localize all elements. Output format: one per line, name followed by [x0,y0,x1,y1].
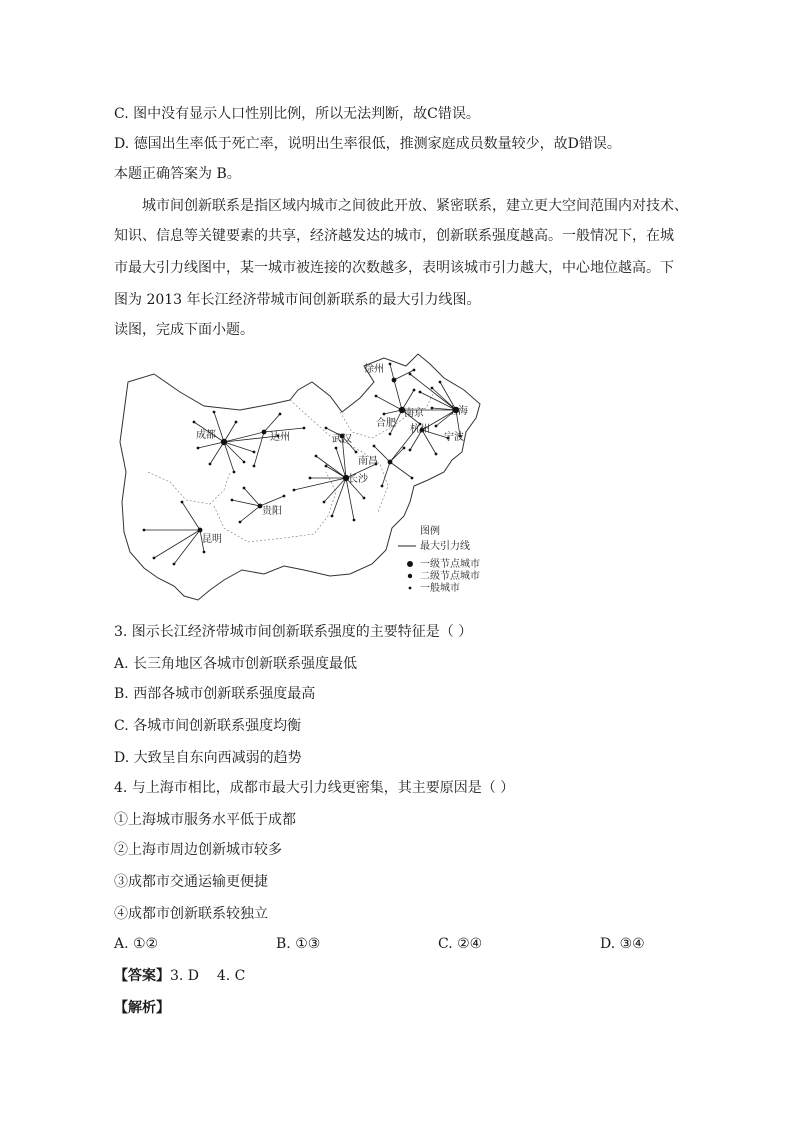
city-label-dazhou: 达州 [270,432,290,443]
intro-paragraph-line-3: 市最大引力线图中，某一城市被连接的次数越多，表明该城市引力越大，中心地位越高。下 [114,260,674,276]
question-3-option-a: A. 长三角地区各城市创新联系强度最低 [114,656,358,672]
option-c-explanation: C. 图中没有显示人口性别比例，所以无法判断，故C错误。 [114,106,480,122]
intro-paragraph-line-2: 知识、信息等关键要素的共享，经济越发达的城市，创新联系强度越高。一般情况下，在城 [114,228,674,244]
city-label-nanjing: 南京 [404,408,424,419]
city-label-shanghai: 上海 [448,406,468,417]
city-dot-kunming [198,528,203,533]
city-label-ningbo: 宁波 [444,432,464,443]
city-dot-chengdu [221,439,227,445]
intro-paragraph-line-4: 图为 2013 年长江经济带城市间创新联系的最大引力线图。 [114,292,481,308]
question-4-item-3: ③成都市交通运输更便捷 [114,874,268,890]
analysis-label: 【解析】 [114,1000,170,1016]
boundary-line [148,472,230,504]
previous-answer: 本题正确答案为 B。 [114,166,241,182]
question-4-option-c: C. ②④ [438,936,483,952]
gravity-lines-kunming [144,502,204,564]
question-3-option-c: C. 各城市间创新联系强度均衡 [114,718,302,734]
second-level-cities [198,378,425,533]
answer-label: 【答案】 [114,968,170,984]
question-3-stem: 3. 图示长江经济带城市间创新联系强度的主要特征是（ ） [114,624,473,640]
legend-first-level-label: 一级节点城市 [420,559,480,570]
question-4-option-a: A. ①② [114,936,159,952]
question-4-item-2: ②上海市周边创新城市较多 [114,842,282,858]
city-label-xuzhou: 徐州 [364,364,384,375]
legend-general-dot [409,587,412,590]
legend-title: 图例 [420,526,440,537]
question-3-option-d: D. 大致呈自东向西减弱的趋势 [114,750,302,766]
question-4-option-d: D. ③④ [600,936,645,952]
city-label-guiyang: 贵阳 [262,506,282,517]
legend-general-label: 一般城市 [420,583,460,594]
question-4-item-1: ①上海城市服务水平低于成都 [114,812,296,828]
general-cities [143,363,462,566]
city-label-kunming: 昆明 [202,534,222,545]
gravity-line-map [114,352,504,602]
question-3-option-b: B. 西部各城市创新联系强度最高 [114,686,316,702]
city-label-wuhan: 武汉 [332,434,352,445]
city-label-hangzhou: 杭州 [410,424,430,435]
question-4-option-b: B. ①③ [276,936,321,952]
legend-line-label: 最大引力线 [420,541,470,552]
read-prompt: 读图，完成下面小题。 [114,322,254,338]
city-label-nanchang: 南昌 [358,456,378,467]
city-label-changsha: 长沙 [348,474,368,485]
city-label-chengdu: 成都 [196,430,216,441]
city-dot-dazhou [262,430,267,435]
map-legend [398,524,480,594]
legend-first-level-dot [407,561,413,567]
city-dot-nanchang [388,460,393,465]
answer-line [114,966,245,986]
city-dot-xuzhou [392,378,397,383]
intro-paragraph-line-1: 城市间创新联系是指区域内城市之间彼此开放、紧密联系，建立更大空间范围内对技术、 [142,198,688,214]
question-4-stem: 4. 与上海市相比，成都市最大引力线更密集，其主要原因是（ ） [114,780,515,796]
legend-second-level-dot [408,574,412,578]
legend-second-level-label: 二级节点城市 [420,571,480,582]
city-label-hefei: 合肥 [376,418,396,429]
question-4-item-4: ④成都市创新联系较独立 [114,906,268,922]
answer-value: 3. D 4. C [170,968,246,984]
option-d-explanation: D. 德国出生率低于死亡率，说明出生率很低，推测家庭成员数量较少，故D错误。 [114,136,621,152]
